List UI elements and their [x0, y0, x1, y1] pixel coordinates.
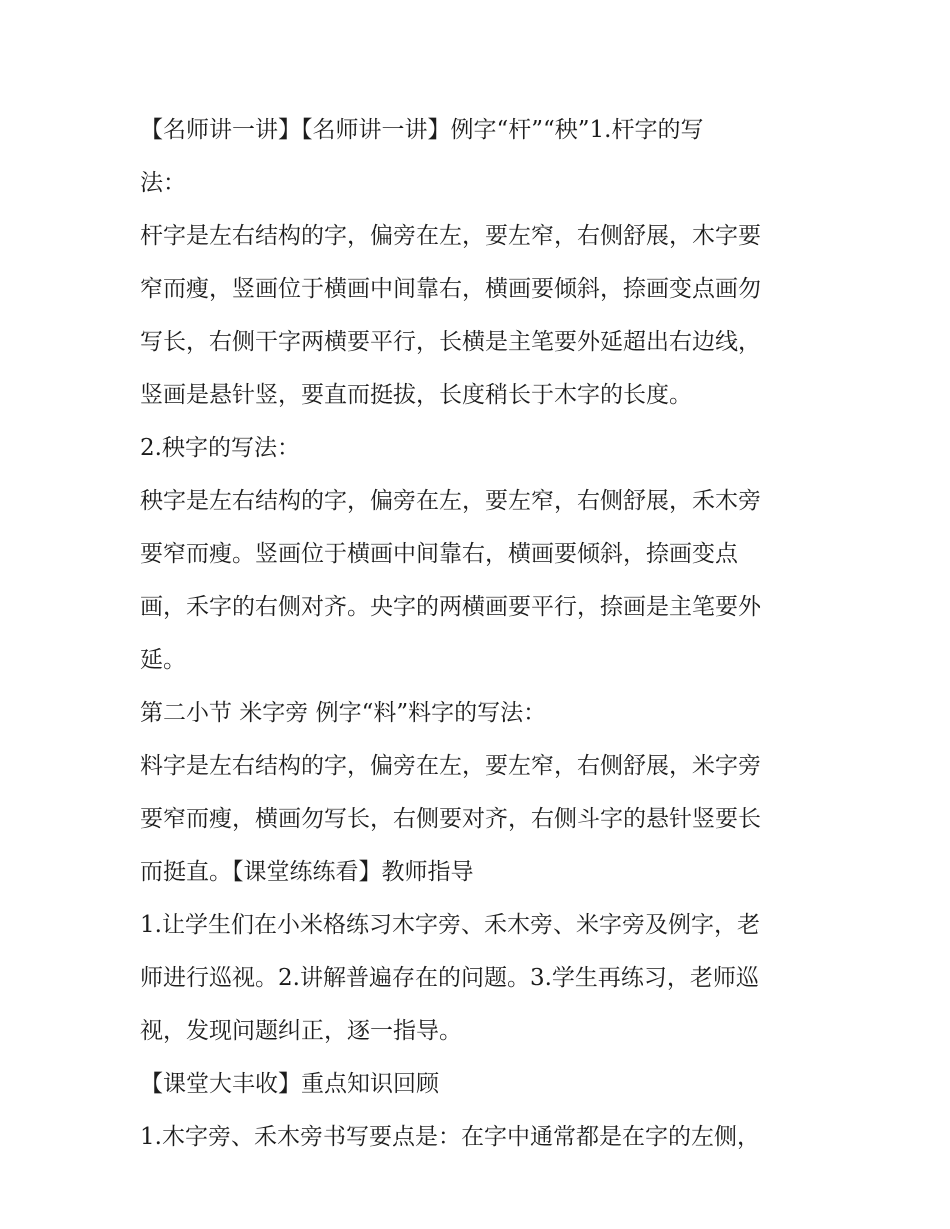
- section-heading: 第二小节 米字旁 例字“料”料字的写法：: [140, 700, 547, 726]
- text-line: 窄而瘦，竖画位于横画中间靠右，横画要倾斜，捺画变点画勿: [140, 276, 761, 302]
- text-line: 1.让学生们在小米格练习木字旁、禾木旁、米字旁及例字，老: [140, 912, 760, 938]
- text-line: 延。: [140, 647, 186, 673]
- text-line: 竖画是悬针竖，要直而挺拔，长度稍长于木字的长度。: [140, 382, 692, 408]
- text-line: 师进行巡视。2.讲解普遍存在的问题。3.学生再练习，老师巡: [140, 965, 759, 991]
- document-body: [140, 110, 820, 1170]
- text-line: 要窄而瘦，横画勿写长，右侧要对齐，右侧斗字的悬针竖要长: [140, 806, 761, 832]
- text-line: 而挺直。【课堂练练看】教师指导: [140, 859, 474, 885]
- section-heading: 2.秧字的写法：: [140, 435, 300, 461]
- text-line: 料字是左右结构的字，偏旁在左，要左窄，右侧舒展，米字旁: [140, 753, 761, 779]
- text-line: 杆字是左右结构的字，偏旁在左，要左窄，右侧舒展，木字要: [140, 223, 761, 249]
- text-line: 要窄而瘦。竖画位于横画中间靠右，横画要倾斜，捺画变点: [140, 541, 738, 567]
- text-line: 秧字是左右结构的字，偏旁在左，要左窄，右侧舒展，禾木旁: [140, 488, 761, 514]
- text-line: 1.木字旁、禾木旁书写要点是：在字中通常都是在字的左侧，: [140, 1124, 760, 1150]
- text-line: 写长，右侧干字两横要平行，长横是主笔要外延超出右边线，: [140, 329, 761, 355]
- section-heading: 【课堂大丰收】重点知识回顾: [140, 1071, 439, 1097]
- text-line: 法：: [140, 170, 186, 196]
- text-line: 【名师讲一讲】【名师讲一讲】例字“杆”“秧”1.杆字的写: [140, 117, 704, 143]
- text-line: 视，发现问题纠正，逐一指导。: [140, 1018, 462, 1044]
- text-line: 画，禾字的右侧对齐。央字的两横画要平行，捺画是主笔要外: [140, 594, 761, 620]
